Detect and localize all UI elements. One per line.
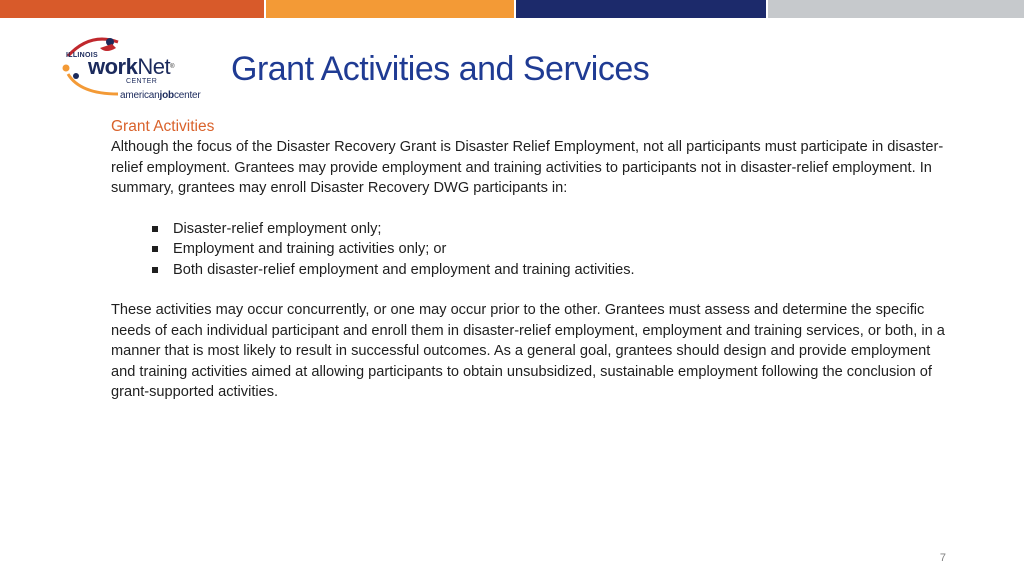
list-item-text: Employment and training activities only; or — [173, 241, 447, 257]
color-bar-gray-segment — [768, 0, 1024, 18]
list-item — [151, 239, 957, 260]
square-bullet-icon — [152, 246, 158, 252]
list-item-text: Both disaster-relief employment and employment and training activities. — [173, 261, 635, 278]
intro-paragraph: Although the focus of the Disaster Recovery Grant is Disaster Relief Employment, not all participants must participate in disaster-relief employment. Grantees may provide employment and training activities to participants not in disaster-relief employment. In summary, grantees may enroll Disaster Recovery DWG participants in: — [111, 139, 944, 196]
section-heading: Grant Activities — [111, 118, 215, 135]
top-color-bar — [0, 0, 1024, 18]
american-job-center-logo: americanjobcenter — [120, 90, 201, 101]
logo-brand-text: workNet® — [88, 54, 175, 79]
list-item-text: Disaster-relief employment only; — [173, 220, 382, 237]
page-number: 7 — [939, 552, 946, 564]
list-item — [151, 219, 957, 240]
color-bar-red-segment — [0, 0, 264, 18]
slide-body — [111, 117, 957, 403]
square-bullet-icon — [152, 267, 158, 273]
square-bullet-icon — [152, 226, 158, 232]
slide-title: Grant Activities and Services — [231, 50, 650, 88]
logo-center-text: CENTER — [126, 78, 158, 85]
color-bar-navy-segment — [516, 0, 766, 18]
color-bar-orange-segment — [266, 0, 514, 18]
enrollment-options-list — [111, 219, 957, 281]
logo-state-text: ILLINOIS — [66, 52, 98, 59]
list-item — [151, 260, 957, 281]
closing-paragraph: These activities may occur concurrently, or one may occur prior to the other. Grantees must assess and determine the specific needs of each individual participant and enroll them in disaster-relief employment, employment and training services, or both, in a manner that is most likely to result in successful outcomes. As a general goal, grantees should design and provide employment and training activities aimed at allowing participants to obtain unsubsidized, sustainable employment following the conclusion of grant-supported activities. — [111, 302, 945, 400]
illinois-worknet-logo — [60, 34, 220, 106]
